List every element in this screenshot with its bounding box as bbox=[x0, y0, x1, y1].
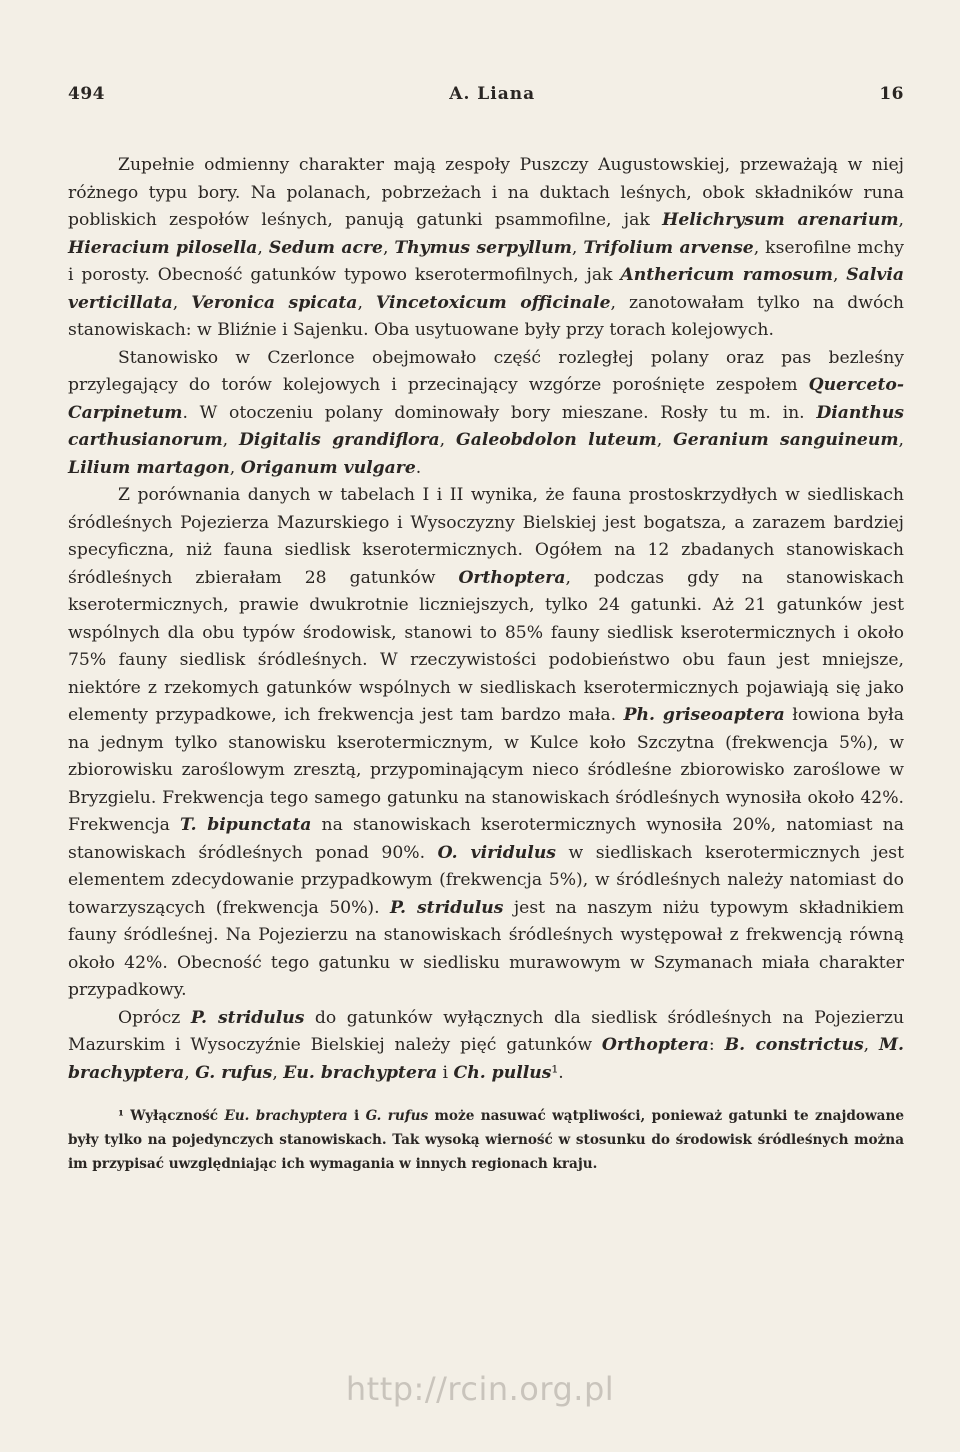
text-run: Z porównania danych w tabelach I i II wynika, że fauna prostoskrzydłych w siedliskach śródleśnych Pojezierza Mazurskiego i Wysoczyzny Bielskiej jest bogatsza, a zarazem bardziej specyficzna, niż fauna siedlisk kserotermicznych. Ogółem na 12 zbadanych stanowiskach śródleśnych zbierałam 28 gatunków bbox=[68, 485, 904, 588]
species-name: Anthericum ramosum bbox=[620, 265, 833, 285]
text-run: ¹ Wyłączność bbox=[118, 1108, 225, 1124]
text-run: , bbox=[172, 292, 192, 313]
species-name: Orthoptera bbox=[601, 1035, 709, 1055]
text-run: , bbox=[222, 430, 240, 450]
species-name: Querceto-Carpinetum bbox=[68, 375, 904, 423]
text-run: , bbox=[656, 430, 674, 450]
species-name: Galeobdolon luteum bbox=[456, 430, 657, 450]
text-run: Oprócz bbox=[118, 1007, 191, 1028]
text-run: , kserofilne mchy i porosty. Obecność gatunków typowo kserotermofilnych, jak bbox=[68, 237, 904, 285]
text-run: , bbox=[863, 1035, 879, 1055]
species-name: P. stridulus bbox=[389, 897, 504, 918]
text-run: , bbox=[357, 292, 376, 313]
species-name: P. stridulus bbox=[190, 1007, 305, 1028]
text-run: i bbox=[347, 1108, 366, 1124]
species-name: Helichrysum arenarium bbox=[662, 210, 899, 230]
species-name: Veronica spicata bbox=[191, 292, 358, 313]
species-name: Salvia verticillata bbox=[68, 265, 904, 313]
text-run: , zanotowałam tylko na dwóch stanowiskach: w Bliźnie i Sajenku. Oba usytuowane były przy torach kolejowych. bbox=[68, 292, 904, 340]
species-name: G. rufus bbox=[195, 1062, 273, 1083]
text-run: i bbox=[437, 1062, 454, 1083]
text-run: , bbox=[832, 265, 847, 285]
watermark: http://rcin.org.pl bbox=[345, 1370, 615, 1408]
text-run: , bbox=[571, 237, 584, 258]
paragraph bbox=[68, 1005, 904, 1088]
text-run: łowiona była na jednym tylko stanowisku kserotermicznym, w Kulce koło Szczytna (frekwencja 5%), w zbiorowisku zaroślowym zresztą, przypominającym nieco śródleśne zbiorowisko zaroślowe w Bryzgielu. Frekwencja tego samego gatunku na stanowiskach śródleśnych wynosiła około 42%. Frekwencja bbox=[68, 705, 904, 835]
paragraph bbox=[68, 152, 904, 345]
text-run: , bbox=[272, 1062, 284, 1083]
species-name: Ch. pullus bbox=[453, 1062, 552, 1083]
text-run: . W otoczeniu polany dominowały bory mieszane. Rosły tu m. in. bbox=[182, 402, 817, 423]
species-name: Ph. griseoaptera bbox=[623, 705, 785, 725]
species-name: Eu. brachyptera bbox=[283, 1062, 438, 1083]
species-name: Hieracium pilosella bbox=[68, 237, 258, 258]
paragraph bbox=[68, 345, 904, 483]
species-name: Sedum acre bbox=[268, 237, 383, 258]
text-run: Zupełnie odmienny charakter mają zespoły Puszczy Augustowskiej, przeważają w niej różnego typu bory. Na polanach, pobrzeżach i na duktach leśnych, obok składników runa pobliskich zespołów leśnych, panują gatunki psammofilne, jak bbox=[68, 155, 904, 230]
text-run: , bbox=[184, 1062, 196, 1083]
text-run: , bbox=[382, 237, 395, 258]
running-head bbox=[68, 84, 904, 104]
section-number: 16 bbox=[879, 84, 904, 104]
text-run: w siedliskach kserotermicznych jest elementem zdecydowanie przypadkowym (frekwencja 5%), w śródleśnych należy natomiast do towarzyszących (frekwencja 50%). bbox=[68, 842, 904, 918]
species-name: O. viridulus bbox=[437, 842, 556, 863]
text-run: Stanowisko w Czerlonce obejmowało część rozległej polany oraz pas bezleśny przylegający do torów kolejowych i przecinający wzgórze porośnięte zespołem bbox=[68, 347, 904, 395]
text-run: ¹. bbox=[551, 1062, 564, 1083]
footnote bbox=[68, 1104, 904, 1176]
page bbox=[68, 84, 904, 1176]
species-name: Origanum vulgare bbox=[240, 457, 416, 478]
species-name: Vincetoxicum officinale bbox=[375, 292, 611, 313]
text-run: może nasuwać wątpliwości, ponieważ gatunki te znajdowane były tylko na pojedynczych stanowiskach. Tak wysoką wierność w stosunku do środowisk śródleśnych można im przypisać uwzględniając ich wymagania w innych regionach kraju. bbox=[68, 1108, 904, 1172]
text-run: , bbox=[229, 457, 241, 478]
body-text bbox=[68, 152, 904, 1087]
species-name: Digitalis grandiflora bbox=[239, 430, 440, 450]
text-run: do gatunków wyłącznych dla siedlisk śródleśnych na Pojezierzu Mazurskim i Wysoczyźnie Bielskiej należy pięć gatunków bbox=[68, 1007, 905, 1055]
species-name: G. rufus bbox=[365, 1108, 429, 1124]
species-name: Thymus serpyllum bbox=[394, 237, 572, 258]
text-run: , bbox=[898, 210, 904, 230]
text-run: , bbox=[898, 430, 904, 450]
footnote-text bbox=[68, 1104, 904, 1176]
species-name: Geranium sanguineum bbox=[673, 430, 899, 450]
text-run: , bbox=[439, 430, 457, 450]
page-number: 494 bbox=[68, 84, 105, 104]
paragraph bbox=[68, 482, 904, 1005]
text-run: , bbox=[257, 237, 269, 258]
text-run: . bbox=[415, 457, 422, 478]
text-run: na stanowiskach kserotermicznych wynosiła 20%, natomiast na stanowiskach śródleśnych ponad 90%. bbox=[68, 815, 904, 863]
species-name: M. brachyptera bbox=[68, 1035, 904, 1083]
species-name: B. constrictus bbox=[724, 1035, 864, 1055]
species-name: T. bipunctata bbox=[180, 815, 312, 835]
species-name: Dianthus carthusianorum bbox=[68, 402, 904, 450]
species-name: Eu. brachyptera bbox=[224, 1108, 348, 1124]
text-run: jest na naszym niżu typowym składnikiem fauny śródleśnej. Na Pojezierzu na stanowiskach śródleśnych występował z frekwencją równą około 42%. Obecność tego gatunku w siedlisku murawowym w Szymanach miała charakter przypadkowy. bbox=[68, 897, 904, 1000]
text-run: , podczas gdy na stanowiskach kserotermicznych, prawie dwukrotnie liczniejszych, tylko 24 gatunki. Aż 21 gatunków jest wspólnych dla obu typów środowisk, stanowi to 85% fauny siedlisk kserotermicznych i około 75% fauny siedlisk śródleśnych. W rzeczywistości podobieństwo obu faun jest mniejsze, niektóre z rzekomych gatunków wspólnych w siedliskach kserotermicznych pojawiają się jako elementy przypadkowe, ich frekwencja jest tam bardzo mała. bbox=[68, 567, 904, 725]
running-author: A. Liana bbox=[449, 84, 536, 104]
text-run: : bbox=[708, 1035, 725, 1055]
species-name: Trifolium arvense bbox=[583, 237, 754, 258]
species-name: Lilium martagon bbox=[68, 457, 230, 478]
species-name: Orthoptera bbox=[458, 567, 566, 588]
